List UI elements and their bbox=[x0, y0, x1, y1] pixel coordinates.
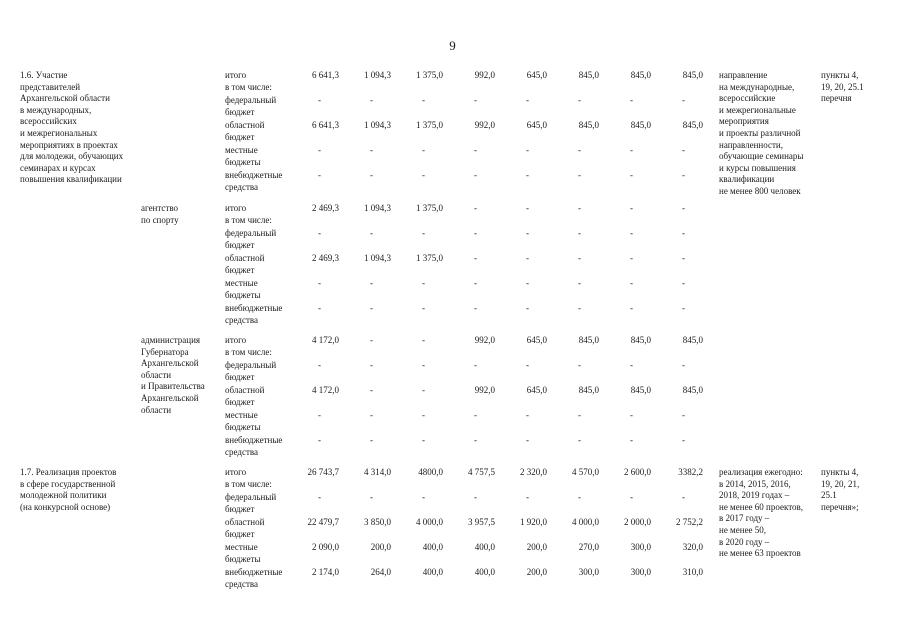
value-cell: 4 000,0 bbox=[572, 517, 599, 527]
row-label: федеральный бюджет bbox=[225, 360, 277, 382]
row-label: местные бюджеты bbox=[225, 542, 261, 564]
empty-cell: - bbox=[318, 303, 321, 313]
empty-cell: - bbox=[474, 253, 477, 263]
value-cell: 300,0 bbox=[630, 567, 651, 577]
value-cell: 845,0 bbox=[682, 70, 703, 80]
empty-cell: - bbox=[422, 145, 425, 155]
empty-cell: - bbox=[682, 95, 685, 105]
empty-cell: - bbox=[578, 170, 581, 180]
empty-cell: - bbox=[682, 410, 685, 420]
empty-cell: - bbox=[578, 435, 581, 445]
empty-cell: - bbox=[682, 203, 685, 213]
empty-cell: - bbox=[630, 435, 633, 445]
empty-cell: - bbox=[370, 278, 373, 288]
row-label: итого bbox=[225, 335, 247, 345]
empty-cell: - bbox=[370, 435, 373, 445]
measure-name: 1.7. Реализация проектов в сфере государственной молодежной политики (на конкурсной основе) bbox=[20, 467, 117, 512]
value-cell: 264,0 bbox=[370, 567, 391, 577]
empty-cell: - bbox=[422, 170, 425, 180]
empty-cell: - bbox=[630, 492, 633, 502]
value-cell: 26 743,7 bbox=[307, 467, 339, 477]
value-cell: 645,0 bbox=[526, 120, 547, 130]
empty-cell: - bbox=[422, 303, 425, 313]
row-label: в том числе: bbox=[225, 347, 272, 357]
empty-cell: - bbox=[422, 360, 425, 370]
empty-cell: - bbox=[422, 435, 425, 445]
row-label: в том числе: bbox=[225, 82, 272, 92]
empty-cell: - bbox=[318, 228, 321, 238]
empty-cell: - bbox=[526, 410, 529, 420]
empty-cell: - bbox=[422, 410, 425, 420]
empty-cell: - bbox=[526, 145, 529, 155]
value-cell: 2 000,0 bbox=[624, 517, 651, 527]
value-cell: 645,0 bbox=[526, 385, 547, 395]
row-label: в том числе: bbox=[225, 215, 272, 225]
value-cell: 300,0 bbox=[578, 567, 599, 577]
empty-cell: - bbox=[318, 278, 321, 288]
empty-cell: - bbox=[578, 228, 581, 238]
value-cell: 22 479,7 bbox=[307, 517, 339, 527]
empty-cell: - bbox=[318, 492, 321, 502]
empty-cell: - bbox=[474, 203, 477, 213]
value-cell: 400,0 bbox=[474, 567, 495, 577]
row-label: внебюджетные средства bbox=[225, 303, 283, 325]
empty-cell: - bbox=[682, 278, 685, 288]
empty-cell: - bbox=[474, 170, 477, 180]
value-cell: 3 850,0 bbox=[364, 517, 391, 527]
empty-cell: - bbox=[578, 410, 581, 420]
empty-cell: - bbox=[630, 228, 633, 238]
value-cell: 645,0 bbox=[526, 335, 547, 345]
value-cell: 1 375,0 bbox=[416, 203, 443, 213]
empty-cell: - bbox=[474, 145, 477, 155]
row-label: внебюджетные средства bbox=[225, 567, 283, 589]
row-label: внебюджетные средства bbox=[225, 435, 283, 457]
empty-cell: - bbox=[526, 278, 529, 288]
value-cell: 300,0 bbox=[630, 542, 651, 552]
value-cell: 2 469,3 bbox=[312, 253, 339, 263]
value-cell: 4 314,0 bbox=[364, 467, 391, 477]
empty-cell: - bbox=[526, 95, 529, 105]
empty-cell: - bbox=[526, 492, 529, 502]
empty-cell: - bbox=[422, 95, 425, 105]
value-cell: 2 320,0 bbox=[520, 467, 547, 477]
empty-cell: - bbox=[526, 203, 529, 213]
empty-cell: - bbox=[630, 170, 633, 180]
empty-cell: - bbox=[578, 278, 581, 288]
empty-cell: - bbox=[682, 435, 685, 445]
empty-cell: - bbox=[630, 303, 633, 313]
value-cell: 4 570,0 bbox=[572, 467, 599, 477]
value-cell: 4 172,0 bbox=[312, 385, 339, 395]
empty-cell: - bbox=[526, 253, 529, 263]
empty-cell: - bbox=[630, 360, 633, 370]
value-cell: 3382,2 bbox=[678, 467, 703, 477]
empty-cell: - bbox=[578, 492, 581, 502]
row-label: областной бюджет bbox=[225, 517, 265, 539]
executor-name: администрация Губернатора Архангельской области и Правительства Архангельской области bbox=[141, 335, 205, 415]
value-cell: 2 090,0 bbox=[312, 542, 339, 552]
empty-cell: - bbox=[370, 228, 373, 238]
empty-cell: - bbox=[578, 253, 581, 263]
empty-cell: - bbox=[370, 492, 373, 502]
value-cell: 992,0 bbox=[474, 70, 495, 80]
empty-cell: - bbox=[682, 492, 685, 502]
value-cell: 200,0 bbox=[526, 542, 547, 552]
empty-cell: - bbox=[370, 145, 373, 155]
empty-cell: - bbox=[474, 303, 477, 313]
value-cell: 845,0 bbox=[578, 335, 599, 345]
empty-cell: - bbox=[318, 360, 321, 370]
empty-cell: - bbox=[630, 410, 633, 420]
value-cell: 3 957,5 bbox=[468, 517, 495, 527]
value-cell: 845,0 bbox=[578, 385, 599, 395]
empty-cell: - bbox=[370, 303, 373, 313]
value-cell: 6 641,3 bbox=[312, 120, 339, 130]
value-cell: 400,0 bbox=[474, 542, 495, 552]
empty-cell: - bbox=[526, 360, 529, 370]
perechen-points: пункты 4, 19, 20, 25.1 перечня bbox=[821, 70, 864, 104]
empty-cell: - bbox=[318, 410, 321, 420]
value-cell: 992,0 bbox=[474, 385, 495, 395]
row-label: областной бюджет bbox=[225, 385, 265, 407]
value-cell: 1 375,0 bbox=[416, 253, 443, 263]
value-cell: 200,0 bbox=[370, 542, 391, 552]
value-cell: 992,0 bbox=[474, 335, 495, 345]
empty-cell: - bbox=[318, 435, 321, 445]
empty-cell: - bbox=[422, 228, 425, 238]
row-label: федеральный бюджет bbox=[225, 492, 277, 514]
empty-cell: - bbox=[318, 95, 321, 105]
value-cell: 270,0 bbox=[578, 542, 599, 552]
value-cell: 845,0 bbox=[578, 120, 599, 130]
value-cell: 845,0 bbox=[682, 120, 703, 130]
value-cell: 1 920,0 bbox=[520, 517, 547, 527]
value-cell: 845,0 bbox=[630, 385, 651, 395]
empty-cell: - bbox=[526, 170, 529, 180]
row-label: итого bbox=[225, 203, 247, 213]
row-label: областной бюджет bbox=[225, 253, 265, 275]
value-cell: 6 641,3 bbox=[312, 70, 339, 80]
value-cell: 200,0 bbox=[526, 567, 547, 577]
value-cell: 400,0 bbox=[422, 567, 443, 577]
empty-cell: - bbox=[682, 228, 685, 238]
row-label: местные бюджеты bbox=[225, 410, 261, 432]
empty-cell: - bbox=[422, 335, 425, 345]
empty-cell: - bbox=[682, 253, 685, 263]
empty-cell: - bbox=[422, 492, 425, 502]
value-cell: 845,0 bbox=[578, 70, 599, 80]
empty-cell: - bbox=[630, 95, 633, 105]
row-label: федеральный бюджет bbox=[225, 95, 277, 117]
empty-cell: - bbox=[318, 145, 321, 155]
row-label: итого bbox=[225, 70, 247, 80]
value-cell: 845,0 bbox=[630, 120, 651, 130]
empty-cell: - bbox=[474, 410, 477, 420]
value-cell: 1 094,3 bbox=[364, 120, 391, 130]
empty-cell: - bbox=[630, 145, 633, 155]
empty-cell: - bbox=[578, 360, 581, 370]
empty-cell: - bbox=[526, 435, 529, 445]
empty-cell: - bbox=[578, 203, 581, 213]
empty-cell: - bbox=[474, 492, 477, 502]
empty-cell: - bbox=[682, 360, 685, 370]
value-cell: 320,0 bbox=[682, 542, 703, 552]
empty-cell: - bbox=[526, 228, 529, 238]
value-cell: 1 375,0 bbox=[416, 120, 443, 130]
value-cell: 1 094,3 bbox=[364, 253, 391, 263]
value-cell: 400,0 bbox=[422, 542, 443, 552]
empty-cell: - bbox=[682, 303, 685, 313]
empty-cell: - bbox=[474, 360, 477, 370]
executor-name: агентство по спорту bbox=[141, 203, 179, 225]
empty-cell: - bbox=[682, 145, 685, 155]
value-cell: 4 000,0 bbox=[416, 517, 443, 527]
empty-cell: - bbox=[630, 278, 633, 288]
empty-cell: - bbox=[370, 410, 373, 420]
empty-cell: - bbox=[474, 278, 477, 288]
empty-cell: - bbox=[370, 95, 373, 105]
value-cell: 845,0 bbox=[682, 335, 703, 345]
empty-cell: - bbox=[474, 435, 477, 445]
empty-cell: - bbox=[370, 170, 373, 180]
value-cell: 2 174,0 bbox=[312, 567, 339, 577]
row-label: внебюджетные средства bbox=[225, 170, 283, 192]
value-cell: 992,0 bbox=[474, 120, 495, 130]
empty-cell: - bbox=[370, 385, 373, 395]
value-cell: 4 757,5 bbox=[468, 467, 495, 477]
empty-cell: - bbox=[370, 335, 373, 345]
empty-cell: - bbox=[474, 95, 477, 105]
value-cell: 310,0 bbox=[682, 567, 703, 577]
value-cell: 2 752,2 bbox=[676, 517, 703, 527]
empty-cell: - bbox=[578, 303, 581, 313]
row-label: местные бюджеты bbox=[225, 278, 261, 300]
perechen-points: пункты 4, 19, 20, 21, 25.1 перечня»; bbox=[821, 467, 860, 512]
value-cell: 4 172,0 bbox=[312, 335, 339, 345]
empty-cell: - bbox=[422, 278, 425, 288]
empty-cell: - bbox=[474, 228, 477, 238]
value-cell: 845,0 bbox=[630, 335, 651, 345]
value-cell: 4800,0 bbox=[418, 467, 443, 477]
empty-cell: - bbox=[318, 170, 321, 180]
expected-result: направление на международные, всероссийские и межрегиональные мероприятия и проекты различной направленности, обучающие семинары и курсы повышения квалификации не менее 800 человек bbox=[719, 70, 804, 196]
value-cell: 2 600,0 bbox=[624, 467, 651, 477]
row-label: федеральный бюджет bbox=[225, 228, 277, 250]
empty-cell: - bbox=[422, 385, 425, 395]
row-label: итого bbox=[225, 467, 247, 477]
value-cell: 1 094,3 bbox=[364, 203, 391, 213]
value-cell: 2 469,3 bbox=[312, 203, 339, 213]
value-cell: 645,0 bbox=[526, 70, 547, 80]
page-number: 9 bbox=[449, 38, 456, 53]
value-cell: 1 094,3 bbox=[364, 70, 391, 80]
empty-cell: - bbox=[370, 360, 373, 370]
value-cell: 845,0 bbox=[682, 385, 703, 395]
empty-cell: - bbox=[630, 253, 633, 263]
empty-cell: - bbox=[526, 303, 529, 313]
value-cell: 845,0 bbox=[630, 70, 651, 80]
empty-cell: - bbox=[578, 145, 581, 155]
empty-cell: - bbox=[630, 203, 633, 213]
row-label: в том числе: bbox=[225, 479, 272, 489]
empty-cell: - bbox=[578, 95, 581, 105]
empty-cell: - bbox=[682, 170, 685, 180]
value-cell: 1 375,0 bbox=[416, 70, 443, 80]
row-label: местные бюджеты bbox=[225, 145, 261, 167]
row-label: областной бюджет bbox=[225, 120, 265, 142]
expected-result: реализация ежегодно: в 2014, 2015, 2016, 2018, 2019 годах – не менее 60 проектов, в 2017 году – не менее 50, в 2020 году – не менее 63 проектов bbox=[719, 467, 804, 559]
measure-name: 1.6. Участие представителей Архангельской области в международных, всероссийских и межрегиональных мероприятиях в проектах для молодежи, обучающих семинарах и курсах повышения квалификации bbox=[20, 70, 124, 185]
